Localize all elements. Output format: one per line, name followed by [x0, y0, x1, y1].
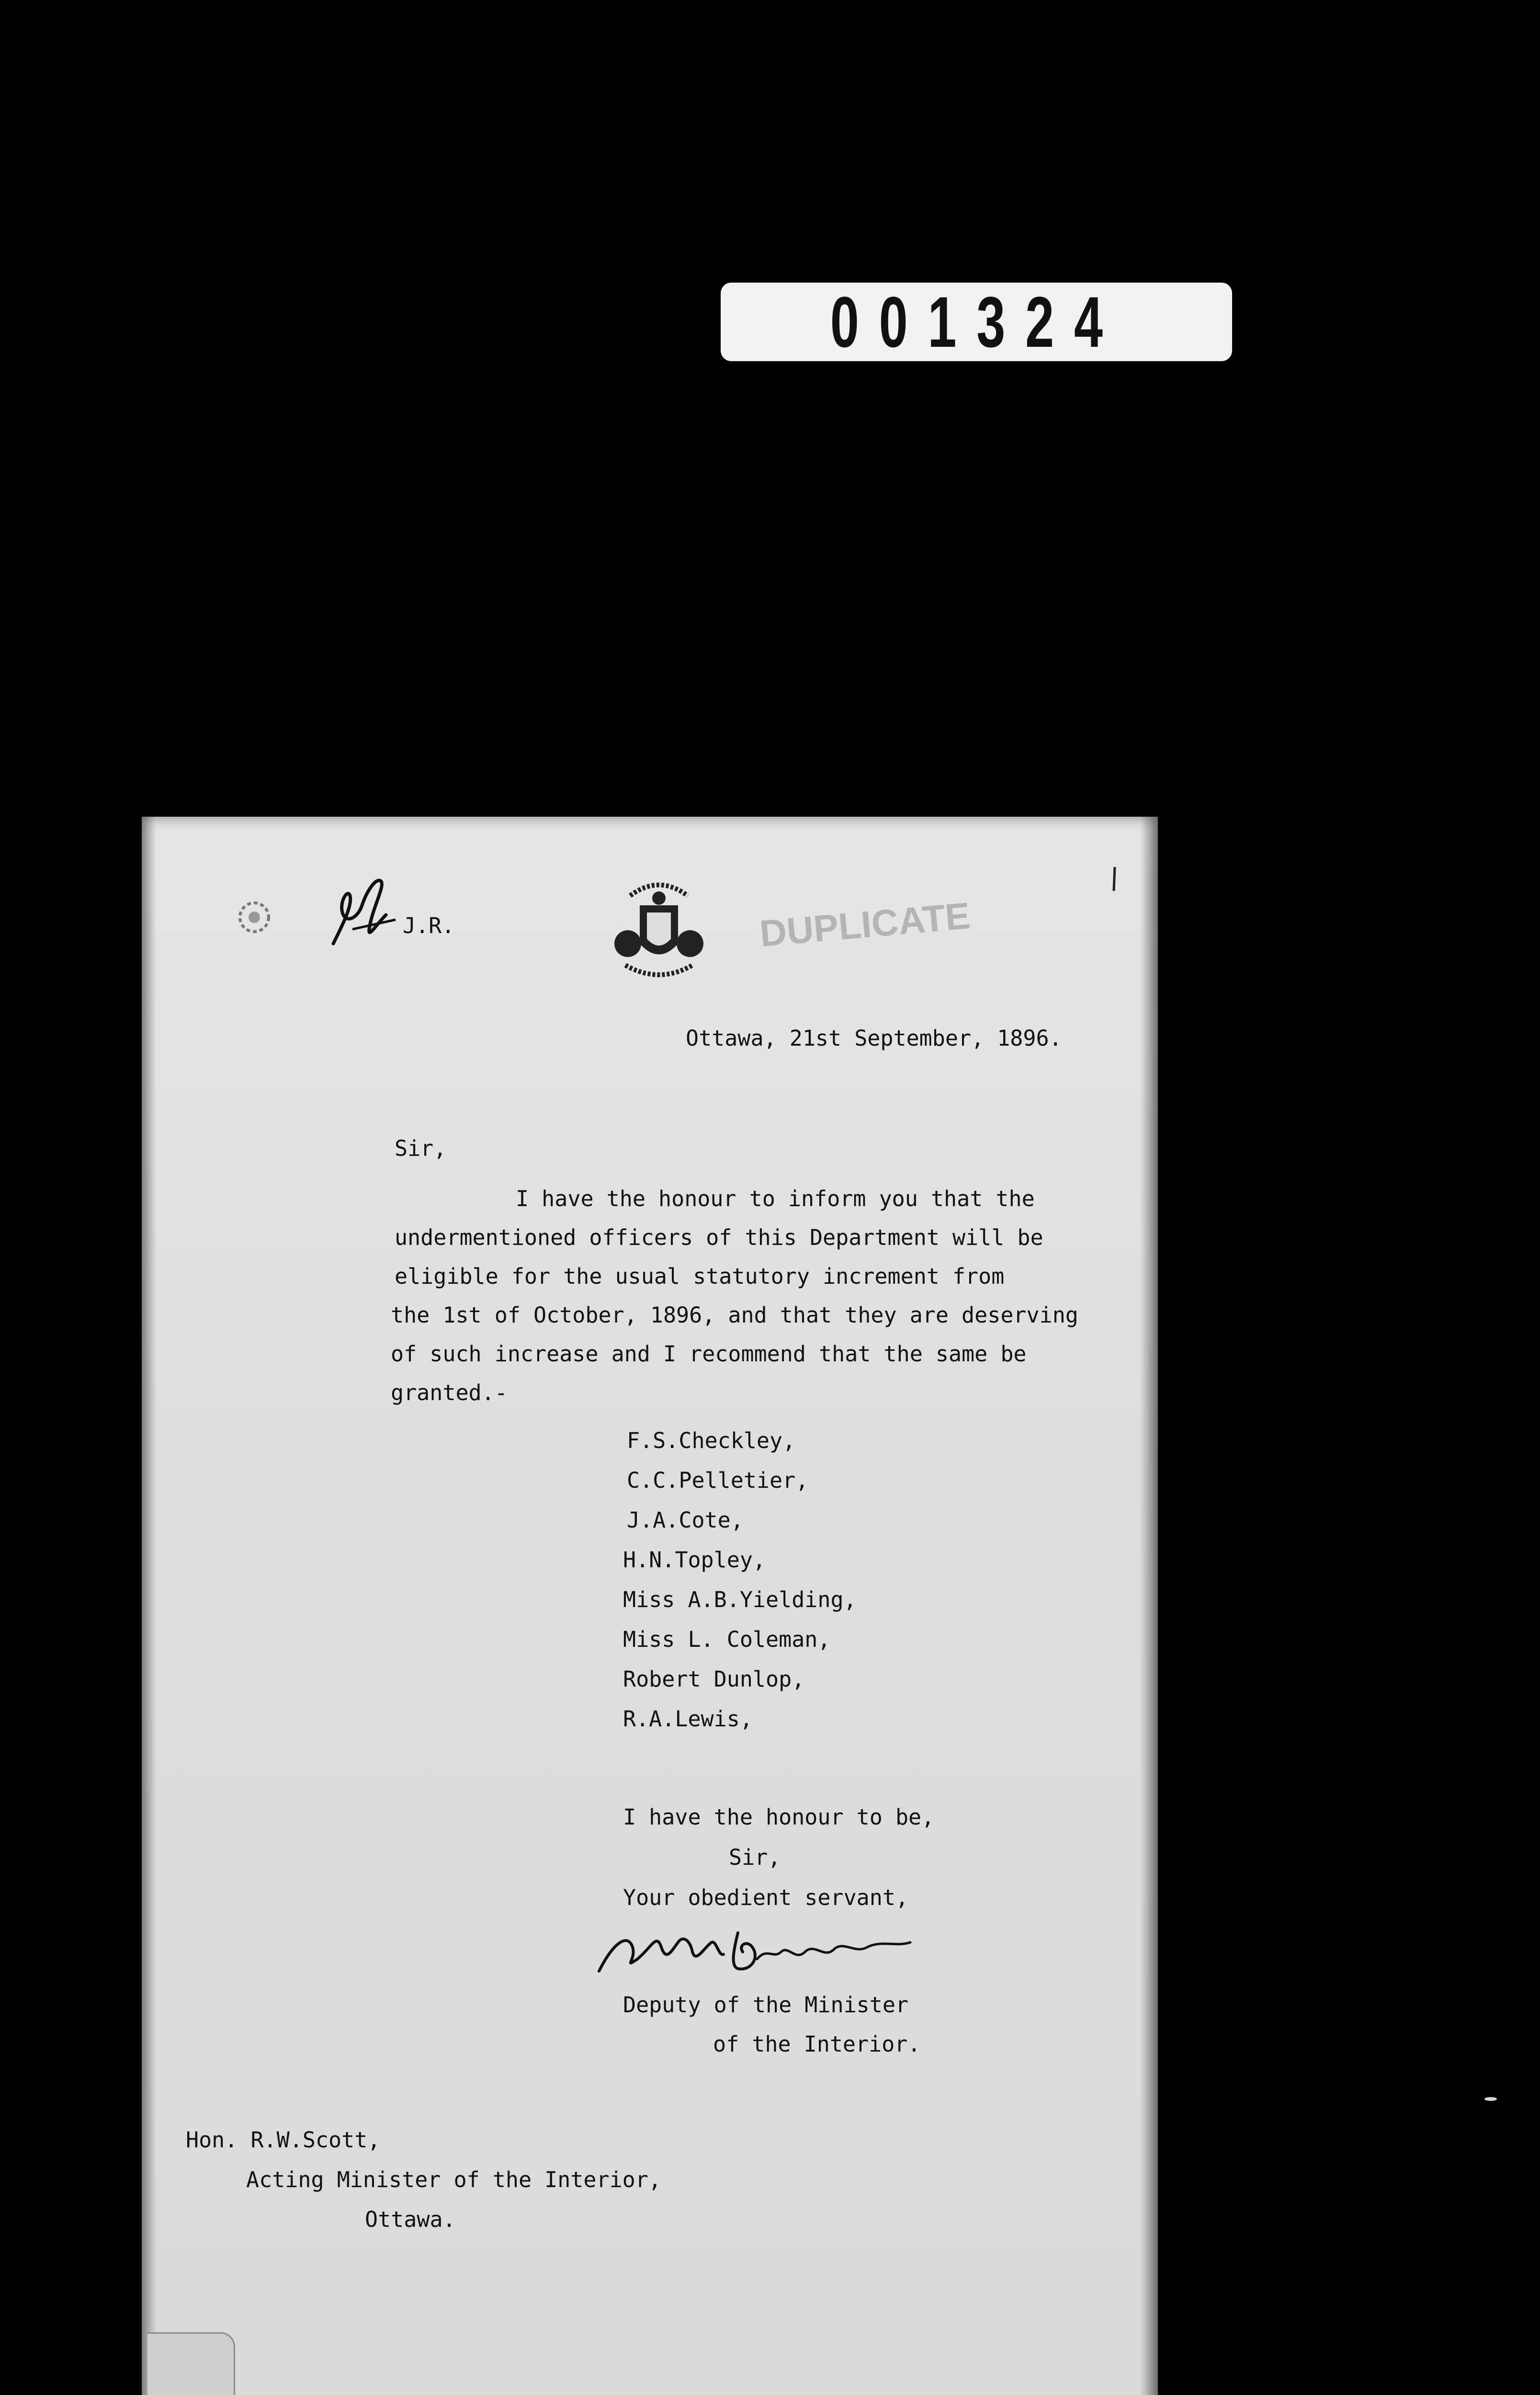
salutation: Sir, [395, 1136, 447, 1161]
officer-name: H.N.Topley, [623, 1547, 766, 1573]
officer-name: J.A.Cote, [627, 1507, 744, 1533]
curled-corner [147, 2332, 235, 2395]
duplicate-stamp: DUPLICATE [758, 894, 972, 955]
officer-name: F.S.Checkley, [627, 1428, 796, 1453]
paper-left-shadow [142, 817, 156, 2395]
closing-line-3: Your obedient servant, [623, 1885, 909, 1910]
faint-seal-mark-icon [230, 893, 278, 941]
officer-name: Robert Dunlop, [623, 1666, 805, 1692]
closing-line-1: I have the honour to be, [623, 1804, 935, 1830]
handwritten-initials-icon [324, 867, 443, 953]
officer-name: Miss L. Coleman, [623, 1627, 831, 1652]
film-artifact [1484, 2097, 1497, 2101]
date-line: Ottawa, 21st September, 1896. [686, 1026, 1062, 1051]
officer-name: C.C.Pelletier, [627, 1468, 809, 1493]
letter-page [142, 817, 1158, 2395]
body-line-2: undermentioned officers of this Department will be [395, 1225, 1043, 1250]
officer-name: R.A.Lewis, [623, 1706, 753, 1732]
body-line-1: I have the honour to inform you that the [516, 1186, 1035, 1211]
initials-text: J.R. [403, 913, 455, 938]
body-line-5: of such increase and I recommend that the same be [391, 1341, 1027, 1367]
addressee-line-3: Ottawa. [365, 2207, 456, 2232]
addressee-line-2: Acting Minister of the Interior, [246, 2167, 661, 2192]
department-crest-icon [611, 877, 707, 987]
signature-title-line-1: Deputy of the Minister [623, 1992, 909, 2018]
body-line-4: the 1st of October, 1896, and that they are deserving [391, 1302, 1078, 1328]
closing-line-2: Sir, [729, 1845, 781, 1870]
body-line-6: granted.- [391, 1380, 508, 1405]
paper-right-shadow [1140, 817, 1158, 2395]
body-line-3: eligible for the usual statutory increment from [395, 1264, 1005, 1289]
margin-mark-icon [1110, 865, 1120, 893]
addressee-line-1: Hon. R.W.Scott, [186, 2127, 381, 2153]
signature-title-line-2: of the Interior. [713, 2031, 921, 2057]
frame-number: 001324 [830, 282, 1123, 362]
handwritten-signature-icon [594, 1914, 920, 1990]
frame-number-display [721, 283, 1232, 361]
officer-name: Miss A.B.Yielding, [623, 1587, 857, 1612]
